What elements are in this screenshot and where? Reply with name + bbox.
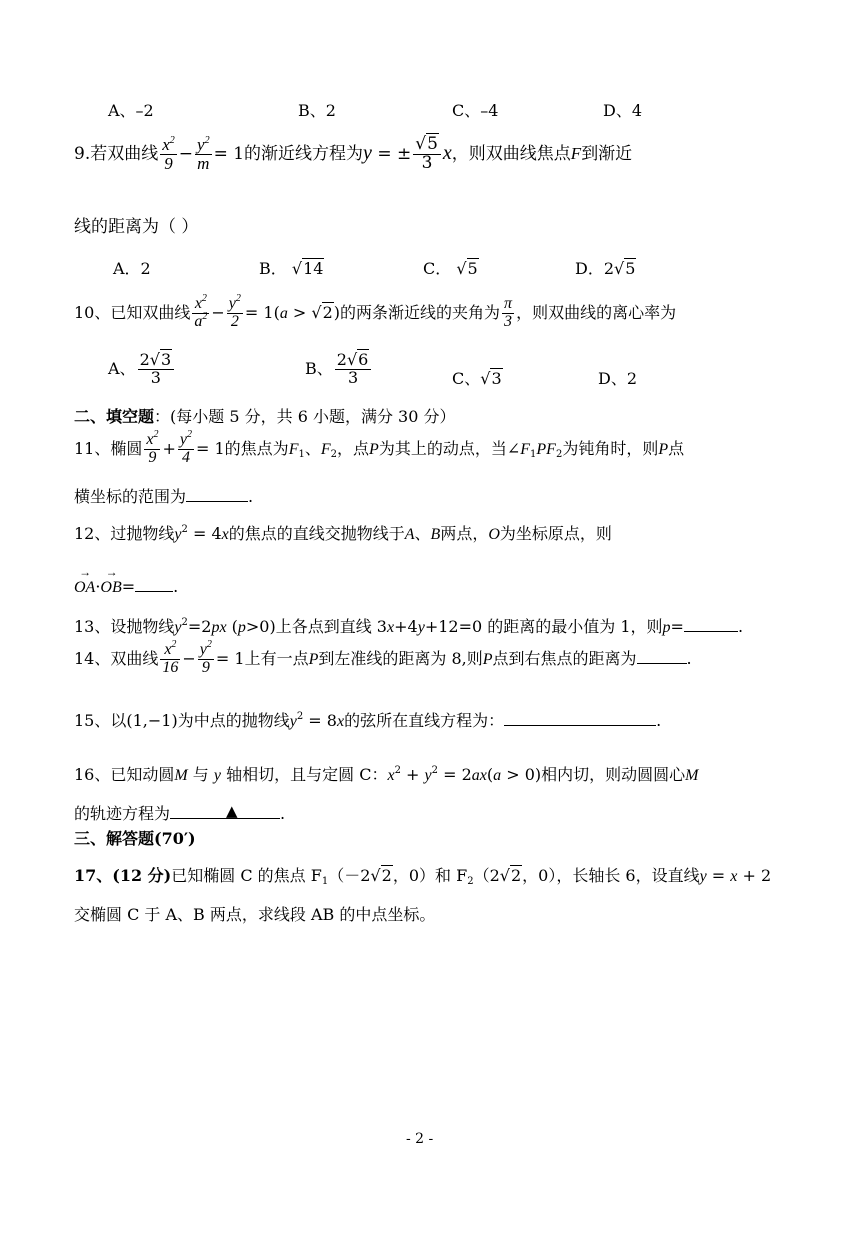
q8-option-c: C、–4	[452, 101, 499, 120]
q9-option-c: C． √5	[423, 259, 478, 278]
q15-line: 15、以(1,−1)为中点的抛物线$y^2 = 8x$的弦所在直线方程为： .	[74, 711, 662, 730]
triangle-marker-icon: ▲	[226, 802, 238, 820]
q10-option-c: C、√3	[452, 369, 502, 388]
q9-line2: 线的距离为（ ）	[74, 217, 199, 237]
q9-option-d: D．2√5	[575, 259, 636, 278]
q17-line1: 17、(12 分)已知椭圆 C 的焦点 $F_1(-2√2$，0）和 $F_2(2√2$，0），长轴长 6，设直线y = x + 2	[74, 866, 772, 887]
q10-option-a: A、 $\frac{2√3}{3}$	[108, 352, 176, 387]
q9-option-b: B． √14	[259, 259, 324, 278]
q8-option-d: D、4	[603, 101, 643, 120]
page-number: - 2 -	[406, 1131, 434, 1147]
q13-line: 13、设抛物线$y^2=2px$ (p>0)上各点到直线 3x+4y+12=0 的距离的最小值为 1，则p= .	[74, 617, 744, 636]
q8-option-a: A、–2	[108, 101, 154, 120]
q16-line2: 的轨迹方程为 ▲ .	[74, 802, 286, 823]
section2-heading: 二、填空题：(每小题 5 分，共 6 小题，满分 30 分）	[74, 407, 456, 426]
q8-option-b: B、2	[298, 101, 336, 120]
q12-answer-blank[interactable]	[135, 577, 173, 592]
q13-answer-blank[interactable]	[684, 617, 738, 632]
q10-line1: 10、已知双曲线 $\frac{x^2}{a^2}$ − $\frac{y^2}{2}$ = 1(a > √2)的两条渐近线的夹角为 $\frac{\pi}{3}$ ，则双曲线的离心率为	[74, 293, 677, 330]
q12-line2: → OA·→ OB= .	[74, 577, 178, 597]
q14-line: 14、双曲线 $\frac{x^2}{16}$ − $\frac{y^2}{9}$ = 1上有一点P到左准线的距离为 8,则P点到右焦点的距离为 .	[74, 639, 692, 676]
q12-line1: 12、过抛物线$y^2 = 4x$的焦点的直线交抛物线于A、B两点，O为坐标原点，则	[74, 524, 612, 543]
q11-answer-blank[interactable]	[186, 487, 248, 502]
q16-answer-blank[interactable]	[170, 804, 280, 819]
q11-line1: 11、椭圆 $\frac{x^2}{9}$ + $\frac{y^2}{4}$ = 1的焦点为$F_1$、$F_2$，点P为其上的动点，当$\angle F_1PF_2$为钝角时，则P点	[74, 429, 685, 466]
q17-line2: 交椭圆 C 于 A、B 两点，求线段 AB 的中点坐标。	[74, 905, 436, 924]
q14-answer-blank[interactable]	[637, 649, 687, 664]
q9-line1: 9.若双曲线 $\frac{x^2}{9}$ − $\frac{y^2}{m}$ = 1的渐近线方程为y = ± $\frac{√5}{3}$ x，则双曲线焦点F到渐近	[74, 134, 633, 173]
section3-heading: 三、解答题(70′)	[74, 829, 196, 848]
q11-line2: 横坐标的范围为 .	[74, 487, 254, 506]
q16-line1: 16、已知动圆M 与 y 轴相切，且与定圆 C：$x^2 + y^2 = 2ax(a > 0)$相内切，则动圆圆心M	[74, 765, 699, 784]
q15-answer-blank[interactable]	[504, 711, 656, 726]
q10-option-b: B、 $\frac{2√6}{3}$	[305, 352, 373, 387]
q9-option-a: A．2	[113, 259, 151, 278]
q10-option-d: D、2	[598, 369, 638, 388]
